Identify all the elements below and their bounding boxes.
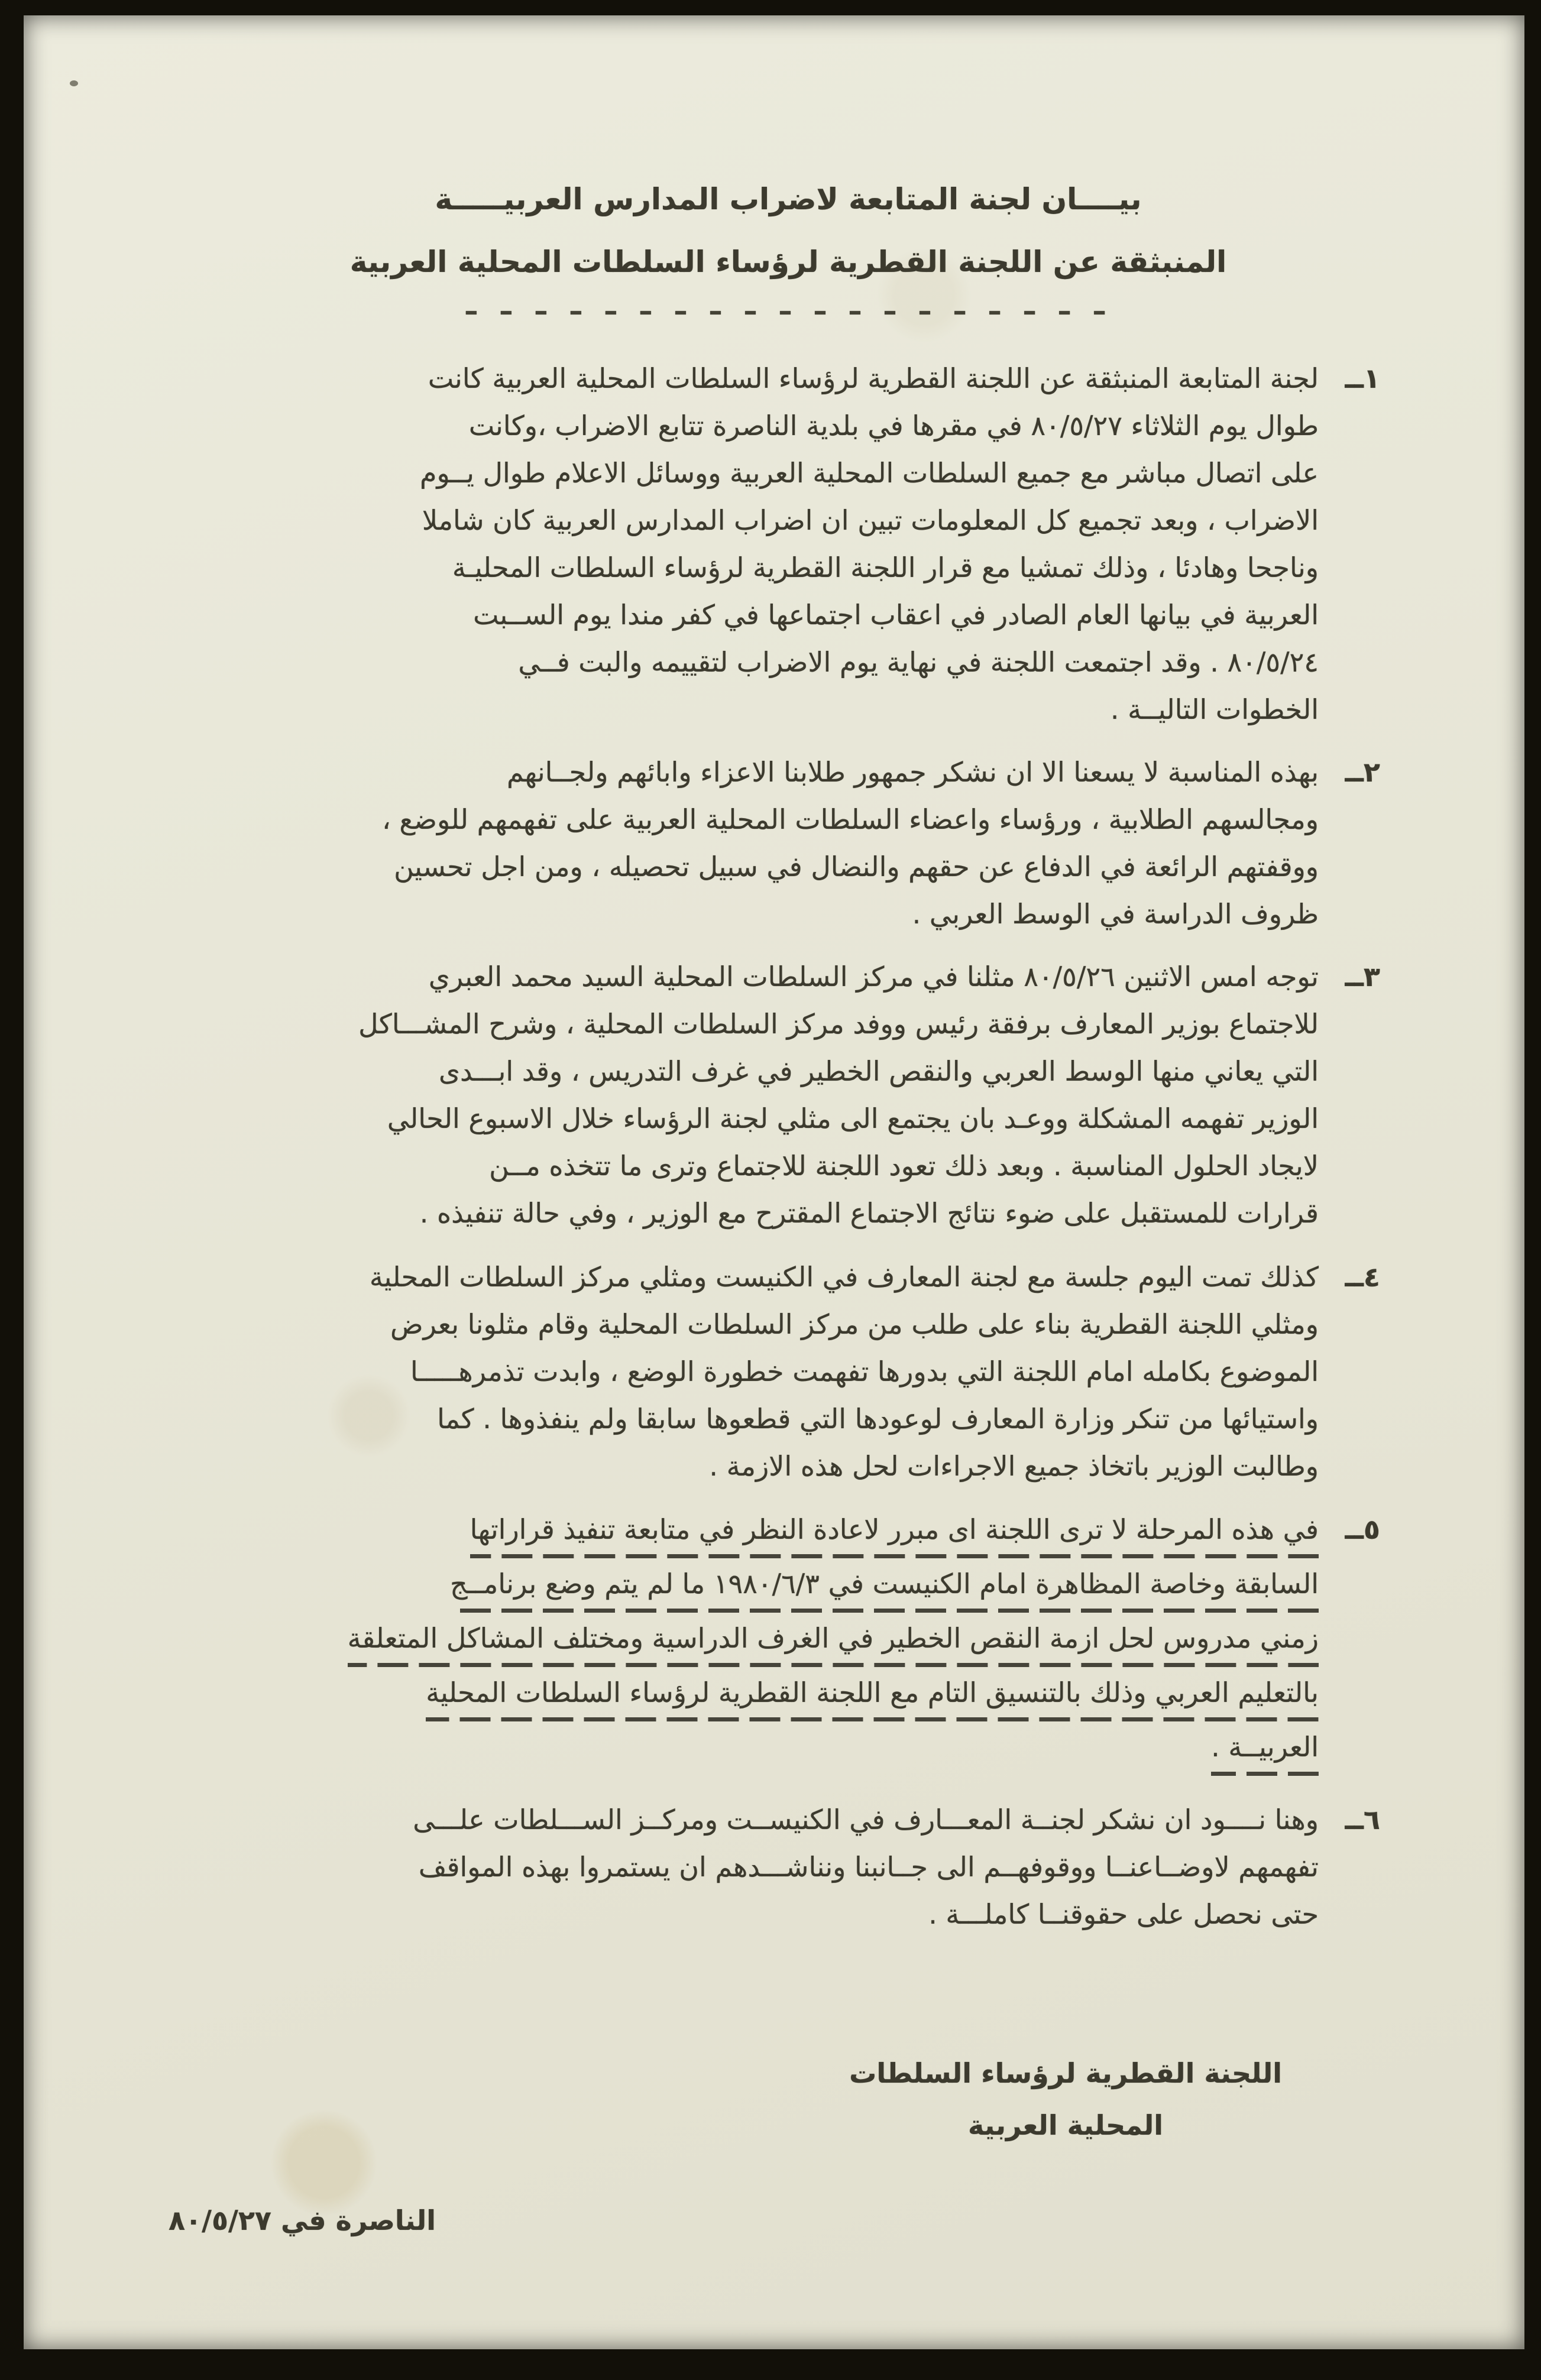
text-line: الوزير تفهمه المشكلة ووعـد بان يجتمع الى مثلي لجنة الرؤساء خلال الاسبوع الحالي: [387, 1103, 1319, 1134]
paragraph-3-number: ٣ــ: [1345, 961, 1380, 993]
text-line: بهذه المناسبة لا يسعنا الا ان نشكر جمهور طلابنا الاعزاء وابائهم ولجــانهم: [507, 756, 1319, 788]
paragraph-5-underlined: [136, 1504, 1380, 1776]
title-dashed-separator: – – – – – – – – – – – – – – – – – – –: [464, 296, 1112, 326]
text-line: ٨٠/٥/٢٤ . وقد اجتمعت اللجنة في نهاية يوم الاضراب لتقييمه والبت فــي: [518, 646, 1319, 678]
text-line: حتى نحصل على حقوقنــا كاملـــة .: [928, 1898, 1319, 1930]
text-line: وهنا نــــود ان نشكر لجنــة المعـــارف في الكنيســت ومركــز الســـلطات علـــى: [413, 1804, 1319, 1836]
text-line: العربية في بيانها العام الصادر في اعقاب اجتماعها في كفر مندا يوم الســبت: [473, 599, 1319, 631]
text-line: الخطوات التاليــة .: [1110, 693, 1319, 725]
underlined-text-line: بالتعليم العربي وذلك بالتنسيق التام مع اللجنة القطرية لرؤساء السلطات المحلية: [426, 1667, 1319, 1721]
paragraph-1-number: ١ــ: [1345, 362, 1380, 394]
text-line: طوال يوم الثلاثاء ٨٠/٥/٢٧ في مقرها في بلدية الناصرة تتابع الاضراب ،وكانت: [468, 410, 1319, 442]
text-line: ظروف الدراسة في الوسط العربي .: [912, 898, 1319, 930]
document-content: [24, 15, 1524, 2349]
paragraph-2: [136, 748, 1380, 938]
title-line-2: المنبثقة عن اللجنة القطرية لرؤساء السلطات المحلية العربية: [349, 245, 1227, 279]
date-and-place-line: الناصرة في ٨٠/٥/٢٧: [169, 2204, 436, 2236]
underlined-text-line: زمني مدروس لحل ازمة النقص الخطير في الغرف الدراسية ومختلف المشاكل المتعلقة: [348, 1613, 1319, 1667]
signature-line-1: اللجنة القطرية لرؤساء السلطات: [849, 2057, 1282, 2089]
title-line-1: بيــــان لجنة المتابعة لاضراب المدارس العربيـــــة: [435, 182, 1142, 216]
text-line: كذلك تمت اليوم جلسة مع لجنة المعارف في الكنيست ومثلي مركز السلطات المحلية: [369, 1261, 1319, 1293]
document-title: [327, 168, 1249, 293]
paragraph-6-number: ٦ــ: [1345, 1804, 1380, 1836]
text-line: وناجحا وهادئا ، وذلك تمشيا مع قرار اللجنة القطرية لرؤساء السلطات المحليـة: [452, 552, 1319, 583]
paragraph-1: [136, 355, 1380, 733]
text-line: للاجتماع بوزير المعارف برفقة رئيس ووفد مركز السلطات المحلية ، وشرح المشـــاكل: [358, 1008, 1319, 1040]
text-line: لايجاد الحلول المناسبة . وبعد ذلك تعود اللجنة للاجتماع وترى ما تتخذه مــن: [489, 1150, 1319, 1182]
text-line: ووقفتهم الرائعة في الدفاع عن حقهم والنضال في سبيل تحصيله ، ومن اجل تحسين: [394, 851, 1319, 883]
underlined-text-line: السابقة وخاصة المظاهرة امام الكنيست في ١٩٨٠/٦/٣ ما لم يتم وضع برنامــج: [450, 1558, 1319, 1613]
signature-block: [849, 2047, 1282, 2151]
text-line: الموضوع بكامله امام اللجنة التي بدورها تفهمت خطورة الوضع ، وابدت تذمرهـــــا: [410, 1356, 1319, 1387]
paragraph-3: [136, 953, 1380, 1237]
underlined-text-line: العربيــة .: [1211, 1721, 1319, 1776]
text-line: لجنة المتابعة المنبثقة عن اللجنة القطرية لرؤساء السلطات المحلية العربية كانت: [428, 362, 1319, 394]
paragraph-6: [136, 1796, 1380, 1938]
text-line: على اتصال مباشر مع جميع السلطات المحلية العربية ووسائل الاعلام طوال يــوم: [419, 457, 1319, 489]
signature-line-2: المحلية العربية: [968, 2109, 1164, 2141]
paragraph-4: [136, 1253, 1380, 1490]
paragraph-2-number: ٢ــ: [1345, 756, 1380, 788]
text-line: التي يعاني منها الوسط العربي والنقص الخطير في غرف التدريس ، وقد ابـــدى: [439, 1055, 1319, 1087]
text-line: واستيائها من تنكر وزارة المعارف لوعودها التي قطعوها سابقا ولم ينفذوها . كما: [437, 1403, 1319, 1435]
text-line: تفهمهم لاوضــاعنــا ووقوفهــم الى جــانبنا ونناشـــدهم ان يستمروا بهذه المواقف: [418, 1851, 1319, 1883]
text-line: توجه امس الاثنين ٨٠/٥/٢٦ مثلنا في مركز السلطات المحلية السيد محمد العبري: [428, 961, 1319, 993]
paragraph-5-number: ٥ــ: [1345, 1513, 1380, 1545]
text-line: ومجالسهم الطلابية ، ورؤساء واعضاء السلطات المحلية العربية على تفهمهم للوضع ،: [381, 803, 1319, 835]
text-line: وطالبت الوزير باتخاذ جميع الاجراءات لحل هذه الازمة .: [709, 1450, 1319, 1482]
text-line: الاضراب ، وبعد تجميع كل المعلومات تبين ان اضراب المدارس العربية كان شاملا: [422, 504, 1319, 536]
underlined-text-line: في هذه المرحلة لا ترى اللجنة اى مبرر لاعادة النظر في متابعة تنفيذ قراراتها: [470, 1504, 1319, 1558]
text-line: ومثلي اللجنة القطرية بناء على طلب من مركز السلطات المحلية وقام مثلونا بعرض: [390, 1308, 1319, 1340]
text-line: قرارات للمستقبل على ضوء نتائج الاجتماع المقترح مع الوزير ، وفي حالة تنفيذه .: [419, 1197, 1319, 1229]
paragraph-4-number: ٤ــ: [1345, 1261, 1380, 1293]
paper-sheet: [24, 15, 1524, 2349]
